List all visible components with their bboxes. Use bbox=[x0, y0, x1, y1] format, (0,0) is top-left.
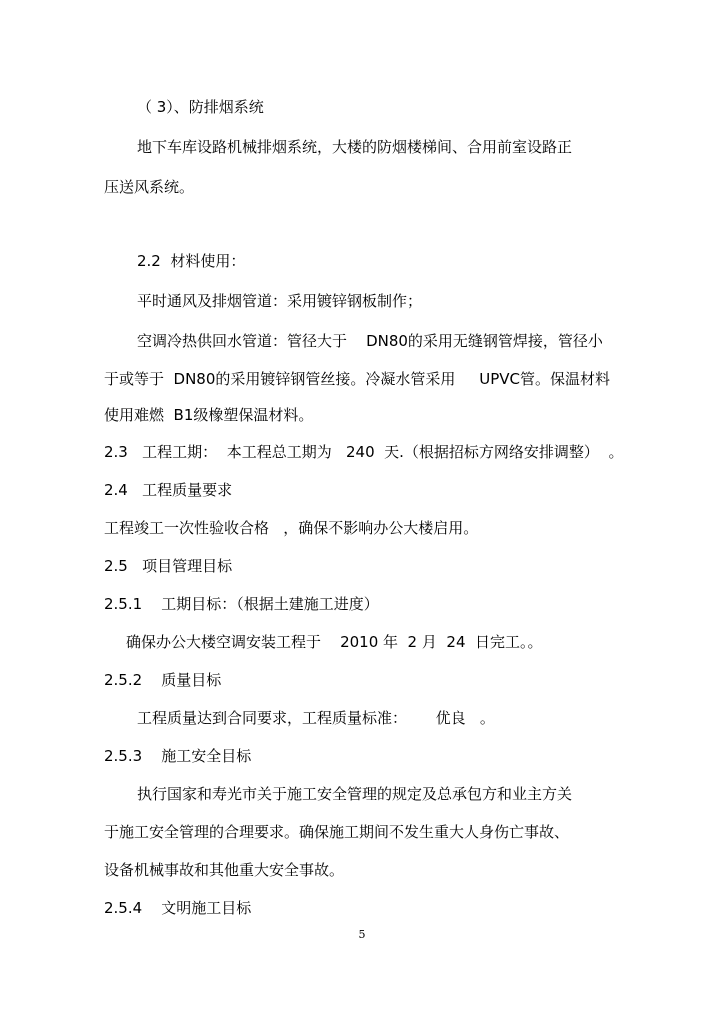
paragraph-line: 平时通风及排烟管道：采用镀锌钢板制作； bbox=[137, 292, 423, 310]
paragraph-line: 空调冷热供回水管道：管径大于 DN80的采用无缝钢管焊接，管径小 bbox=[137, 332, 603, 350]
page-number: 5 bbox=[358, 928, 366, 941]
paragraph-line: 工程质量达到合同要求，工程质量标准： 优良 。 bbox=[137, 709, 495, 727]
section-heading-management-goals: 2.5 项目管理目标 bbox=[104, 557, 233, 575]
paragraph-line: 工程竣工一次性验收合格 ，确保不影响办公大楼启用。 bbox=[104, 519, 479, 537]
subsection-heading-civilized-construction-goal: 2.5.4 文明施工目标 bbox=[104, 899, 252, 917]
paragraph-line: 压送风系统。 bbox=[104, 178, 195, 196]
paragraph-line: 于或等于 DN80的采用镀锌钢管丝接。冷凝水管采用 UPVC管。保温材料 bbox=[104, 370, 610, 388]
subsection-heading-quality-goal: 2.5.2 质量目标 bbox=[104, 671, 222, 689]
subsection-heading-safety-goal: 2.5.3 施工安全目标 bbox=[104, 747, 252, 765]
section-heading-schedule: 2.3 工程工期： 本工程总工期为 240 天.（根据招标方网络安排调整） 。 bbox=[104, 443, 624, 461]
subsection-heading-schedule-goal: 2.5.1 工期目标：（根据土建施工进度） bbox=[104, 595, 379, 613]
section-heading-quality-requirements: 2.4 工程质量要求 bbox=[104, 481, 233, 499]
paragraph-line: 设备机械事故和其他重大安全事故。 bbox=[104, 861, 345, 879]
section-heading-smoke-exhaust: （ 3）、防排烟系统 bbox=[137, 98, 264, 116]
paragraph-line: 地下车库设路机械排烟系统，大楼的防烟楼梯间、合用前室设路正 bbox=[137, 138, 573, 156]
paragraph-line: 于施工安全管理的合理要求。确保施工期间不发生重大人身伤亡事故、 bbox=[104, 823, 570, 841]
section-heading-materials: 2.2 材料使用： bbox=[137, 252, 246, 270]
paragraph-line: 使用难燃 B1级橡塑保温材料。 bbox=[104, 406, 314, 424]
paragraph-line: 确保办公大楼空调安装工程于 2010 年 2 月 24 日完工。。 bbox=[126, 633, 543, 651]
paragraph-line: 执行国家和寿光市关于施工安全管理的规定及总承包方和业主方关 bbox=[137, 785, 573, 803]
